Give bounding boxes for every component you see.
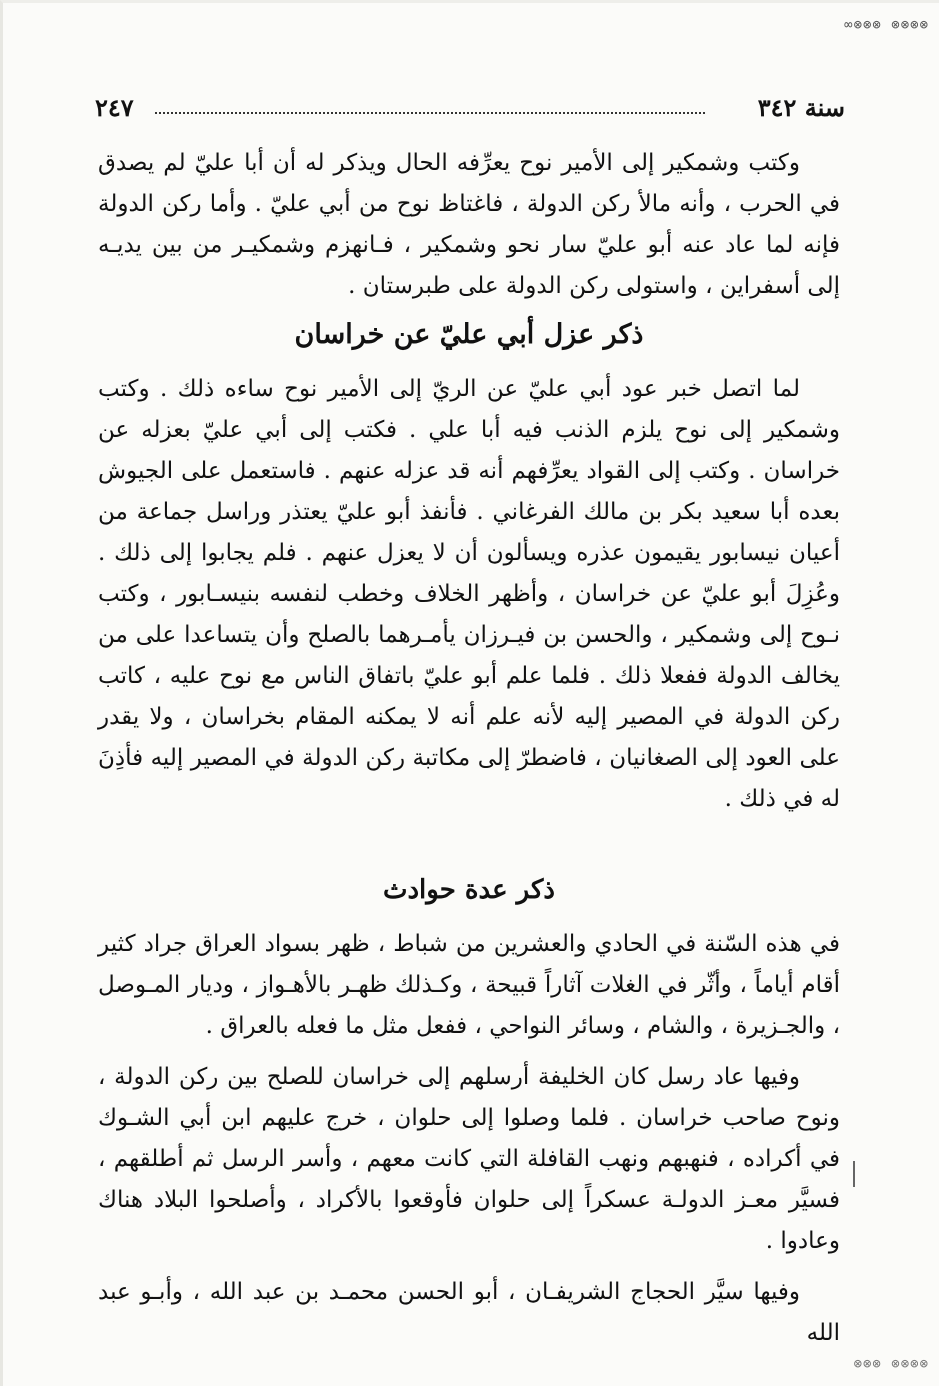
- page-number: ٢٤٧: [95, 93, 134, 122]
- section-heading-abu-ali-dismissal: ذكر عزل أبي عليّ عن خراسان: [294, 319, 644, 350]
- bottom-ornament: ⊗⊗⊗ ⊗⊗⊗⊗: [853, 1356, 929, 1372]
- paragraph-wushmgir-letter: وكتب وشمكير إلى الأمير نوح يعرِّفه الحال ويذكر له أن أبا عليّ لم يصدق في الحرب ، وأنه مالأ ركن الدولة ، فاغتاظ نوح من أبي عليّ . وأما ركن الدولة فإنه لما عاد عنه أبو عليّ سار نحو وشمكير ، فـانهزم وشمكيـر من بين يديـه إلى أسفراين ، واستولى ركن الدولة على طبرستان .: [98, 150, 840, 299]
- margin-mark: [853, 1161, 855, 1187]
- header-dotted-leader: [155, 112, 705, 114]
- section-heading-events: ذكر عدة حوادث: [383, 875, 555, 905]
- page-body: [98, 143, 840, 1354]
- paragraph-pilgrims: وفيها سيَّر الحجاج الشريفـان ، أبو الحسن محمـد بن عبد الله ، وأبـو عبد الله: [98, 1279, 840, 1346]
- top-ornament: ∞⊗⊗⊗ ⊗⊗⊗⊗: [844, 17, 929, 33]
- running-header: [95, 93, 845, 129]
- paragraph-caliph-envoys: وفيها عاد رسل كان الخليفة أرسلهم إلى خراسان للصلح بين ركن الدولة ، ونوح صاحب خراسان . فلما وصلوا إلى حلوان ، خرج عليهم ابن أبي الشـوك في أكراده ، فنهبهم ونهب القافلة التي كانت معهم ، وأسر الرسل ثم أطلقهم ، فسيَّر معـز الدولـة عسكراً إلى حلوان فأوقعوا بالأكراد ، وأصلحوا البلاد هناك وعادوا .: [98, 1064, 840, 1254]
- paragraph-abu-ali-dismissal: لما اتصل خبر عود أبي عليّ عن الريّ إلى الأمير نوح ساءه ذلك . وكتب وشمكير إلى نوح يلزم الذنب فيه أبا علي . فكتب إلى أبي عليّ بعزله عن خراسان . وكتب إلى القواد يعرِّفهم أنه قد عزله عنهم . فاستعمل على الجيوش بعده أبا سعيد بكر بن مالك الفرغاني . فأنفذ أبو عليّ يعتذر وراسل جماعة من أعيان نيسابور يقيمون عذره ويسألون أن لا يعزل عنهم . فلم يجابوا إلى ذلك . وعُزِلَ أبو عليّ عن خراسان ، وأظهر الخلاف وخطب لنفسه بنيسـابور ، وكتب نـوح إلى وشمكير ، والحسن بن فيـرزان يأمـرهما بالصلح وأن يتساعدا على من يخالف الدولة ففعلا ذلك . فلما علم أبو عليّ باتفاق الناس مع نوح عليه ، كاتب ركن الدولة في المصير إليه لأنه علم أنه لا يمكنه المقام بخراسان ، ولا يقدر على العود إلى الصغانيان ، فاضطرّ إلى مكاتبة ركن الدولة في المصير إليه فأذِنَ له في ذلك .: [98, 376, 840, 812]
- paragraph-locusts: في هذه السّنة في الحادي والعشرين من شباط ، ظهر بسواد العراق جراد كثير أقام أياماً ، وأثّر في الغلات آثاراً قبيحة ، وكـذلك ظهـر بالأهـواز ، وديار المـوصل ، والجـزيرة ، والشام ، وسائر النواحي ، ففعل مثل ما فعله بالعراق .: [98, 931, 840, 1039]
- year-label: سنة ٣٤٢: [757, 93, 845, 122]
